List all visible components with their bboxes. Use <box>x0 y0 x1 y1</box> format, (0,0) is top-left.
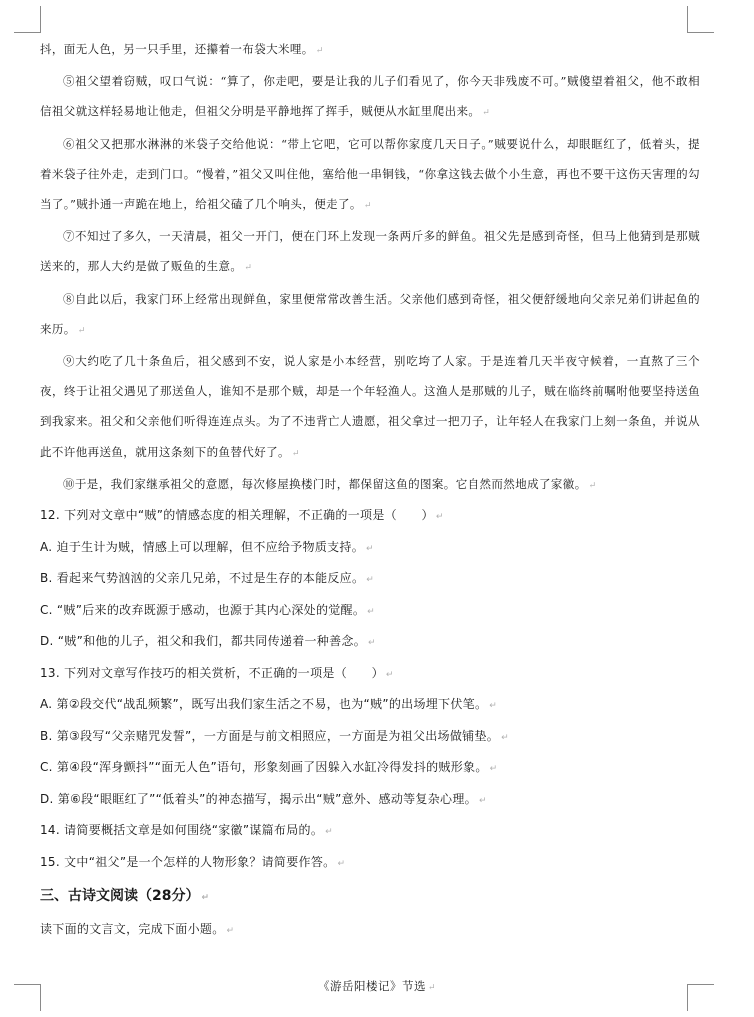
document-body <box>40 34 700 947</box>
paragraph-7: ⑦不知过了多久，一天清晨，祖父一开门，便在门环上发现一条两斤多的鲜鱼。祖父先是感到奇怪，但马上他猜到是那贼送来的，那人大约是做了贩鱼的生意。 ↵ <box>40 229 700 274</box>
section-heading: 三、古诗文阅读（28分） ↵ <box>40 888 210 905</box>
crop-mark-top-left <box>14 6 41 33</box>
paragraph-9: ⑨大约吃了几十条鱼后，祖父感到不安，说人家是小本经营，别吃垮了人家。于是连着几天半夜守候着，一直熬了三个夜，终于让祖父遇见了那送鱼人，谁知不是那个贼，却是一个年轻渔人。这渔人是那贼的儿子，贼在临终前嘱咐他要坚持送鱼到我家来。祖父和父亲他们听得连连点头。为了不违背亡人遗愿，祖父拿过一把刀子，让年轻人在我家门上刻一条鱼，并说从此不许他再送鱼，就用这条刻下的鱼替代好了。 ↵ <box>40 354 700 459</box>
passage <box>40 34 700 501</box>
question-13-option-d: D. 第⑥段“眼眶红了”“低着头”的神态描写，揭示出“贼”意外、感动等复杂心理。 ↵ <box>40 791 487 806</box>
question-list <box>40 501 700 879</box>
next-passage-title: 《游岳阳楼记》节选 ↵ <box>317 979 437 993</box>
question-12-option-b: B. 看起来气势汹汹的父亲几兄弟，不过是生存的本能反应。 ↵ <box>40 571 375 586</box>
paragraph-6: ⑥祖父又把那水淋淋的米袋子交给他说：“带上它吧，它可以帮你家度几天日子。”贼要说什么，却眼眶红了，低着头，提着米袋子往外走，走到门口。“慢着，”祖父又叫住他，塞给他一串铜钱，“你拿这钱去做个小生意，再也不要干这伤天害理的勾当了。”贼扑通一声跪在地上，给祖父磕了几个响头，便走了。 ↵ <box>40 136 700 212</box>
question-13-option-c: C. 第④段“浑身颤抖”“面无人色”语句，形象刻画了因躲入水缸冷得发抖的贼形象。 ↵ <box>40 760 498 775</box>
paragraph-5: ⑤祖父望着窃贼，叹口气说：“算了，你走吧，要是让我的儿子们看见了，你今天非残废不可。”贼傻望着祖父，他不敢相信祖父就这样轻易地让他走，但祖父分明是平静地挥了挥手，贼便从水缸里爬出来。 ↵ <box>40 74 700 119</box>
paragraph-4-end: 抖，面无人色，另一只手里，还攥着一布袋大米哩。 ↵ <box>40 42 324 56</box>
question-13-option-a: A. 第②段交代“战乱频繁”，既写出我们家生活之不易，也为“贼”的出场埋下伏笔。 ↵ <box>40 697 498 712</box>
question-13: 13. 下列对文章写作技巧的相关赏析，不正确的一项是（ ） ↵ <box>40 665 394 680</box>
question-15: 15. 文中“祖父”是一个怎样的人物形象？请简要作答。 ↵ <box>40 854 346 869</box>
question-12-option-c: C. “贼”后来的改弃既源于感动，也源于其内心深处的觉醒。 ↵ <box>40 602 375 617</box>
crop-mark-top-right <box>687 6 714 33</box>
question-14: 14. 请简要概括文章是如何围绕“家徽”谋篇布局的。 ↵ <box>40 823 333 838</box>
paragraph-10: ⑩于是，我们家继承祖父的意愿，每次修屋换楼门时，都保留这鱼的图案。它自然而然地成了家徽。 ↵ <box>63 476 597 491</box>
section-instruction: 读下面的文言文，完成下面小题。 ↵ <box>40 922 235 937</box>
question-12-option-d: D. “贼”和他的儿子，祖父和我们，都共同传递着一种善念。 ↵ <box>40 634 376 649</box>
paragraph-8: ⑧自此以后，我家门环上经常出现鲜鱼，家里便常常改善生活。父亲他们感到奇怪，祖父便舒缓地向父亲兄弟们讲起鱼的来历。 ↵ <box>40 291 700 336</box>
question-12: 12. 下列对文章中“贼”的情感态度的相关理解，不正确的一项是（ ） ↵ <box>40 508 444 523</box>
question-13-option-b: B. 第③段写“父亲赌咒发誓”，一方面是与前文相照应，一方面是为祖父出场做铺垫。 ↵ <box>40 728 509 743</box>
question-12-option-a: A. 迫于生计为贼，情感上可以理解，但不应给予物质支持。 ↵ <box>40 539 374 554</box>
